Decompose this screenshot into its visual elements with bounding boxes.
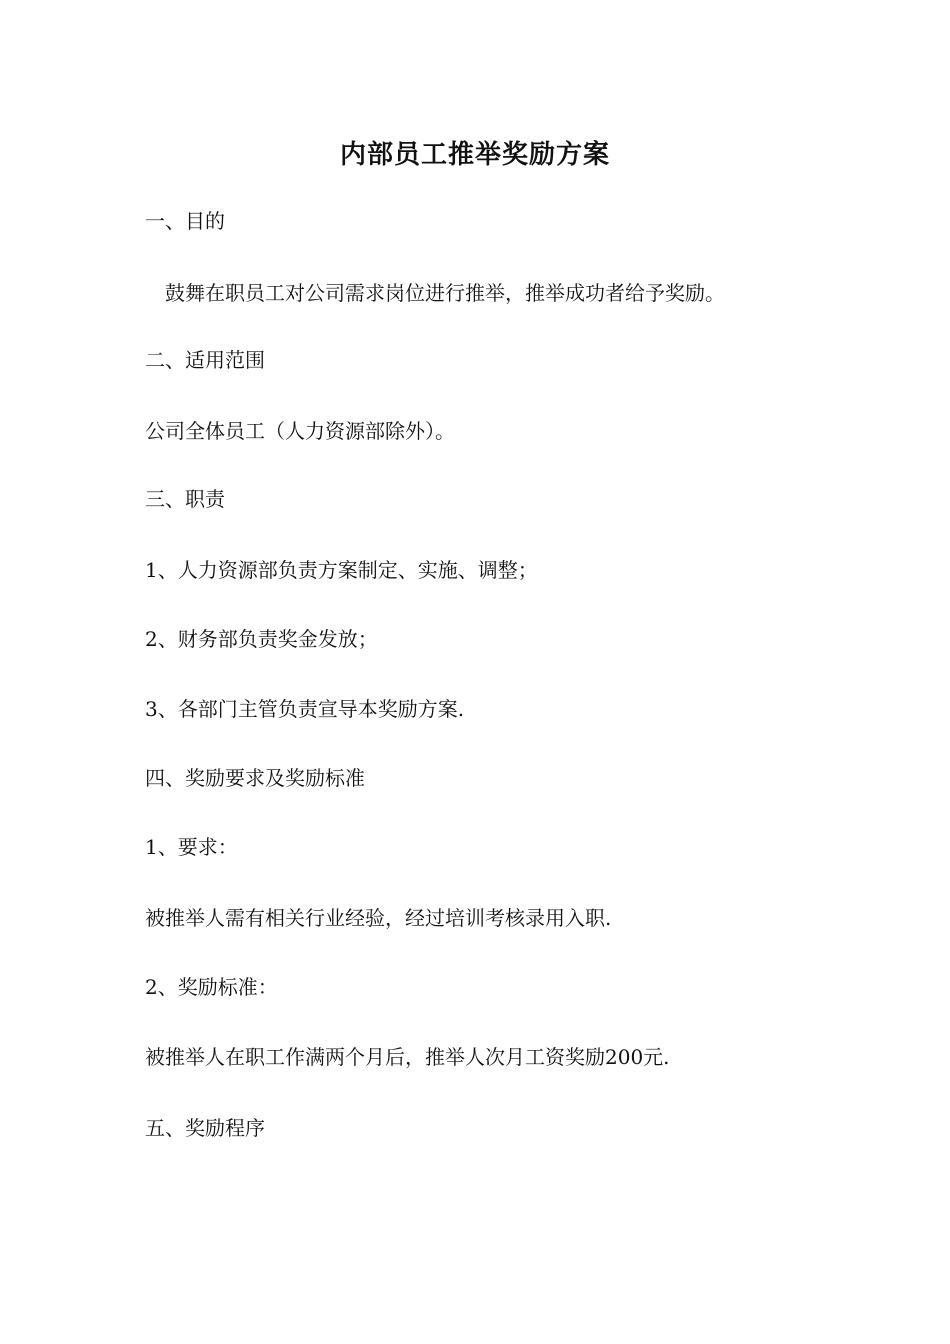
- section-heading-scope: 二、适用范围: [145, 348, 265, 372]
- reward-standard-paragraph: 被推举人在职工作满两个月后，推举人次月工资奖励200元.: [145, 1045, 670, 1069]
- responsibility-item-2: 2、财务部负责奖金发放；: [145, 627, 378, 651]
- document-title: 内部员工推举奖励方案: [339, 140, 610, 170]
- responsibility-item-3: 3、各部门主管负责宣导本奖励方案.: [145, 697, 465, 721]
- responsibility-item-1: 1、人力资源部负责方案制定、实施、调整；: [145, 558, 538, 582]
- scope-paragraph: 公司全体员工（人力资源部除外）。: [145, 419, 455, 443]
- requirements-paragraph: 被推举人需有相关行业经验，经过培训考核录用入职.: [145, 906, 612, 930]
- purpose-paragraph: 鼓舞在职员工对公司需求岗位进行推举，推举成功者给予奖励。: [165, 281, 725, 305]
- section-heading-responsibilities: 三、职责: [145, 487, 225, 511]
- section-heading-procedure: 五、奖励程序: [145, 1116, 265, 1140]
- reward-standard-heading: 2、奖励标准：: [145, 975, 278, 999]
- requirements-heading: 1、要求：: [145, 835, 238, 859]
- section-heading-rewards: 四、奖励要求及奖励标准: [145, 766, 365, 790]
- section-heading-purpose: 一、目的: [145, 209, 225, 233]
